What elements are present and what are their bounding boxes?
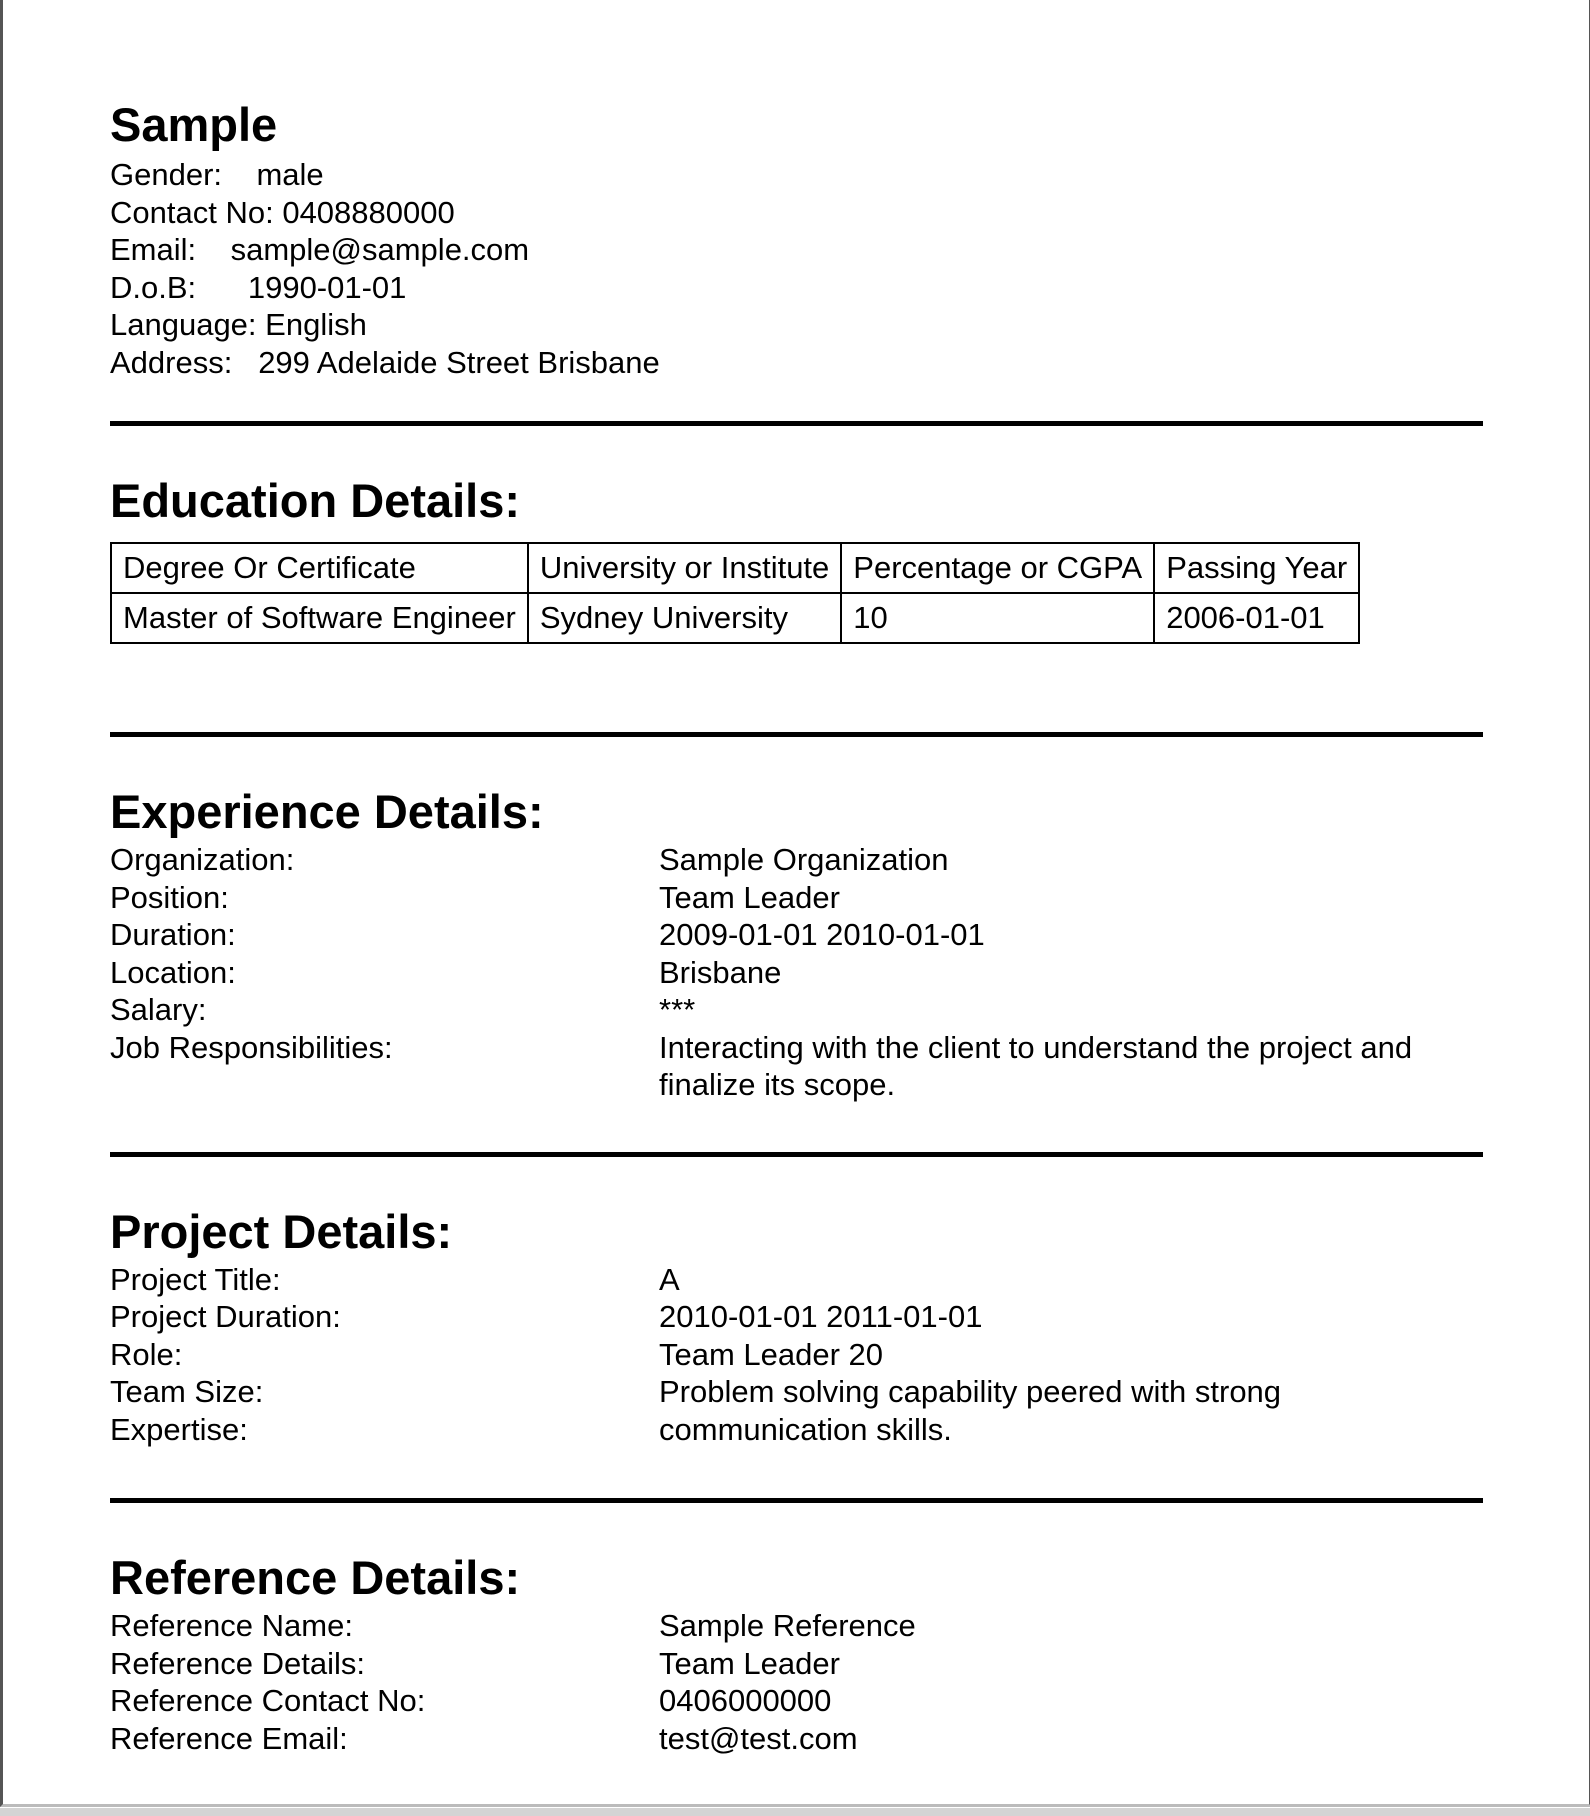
detail-label: Job Responsibilities: — [110, 1029, 393, 1065]
contact-label: Contact No: — [110, 194, 274, 230]
gender-line — [110, 156, 1490, 194]
table-cell: 10 — [841, 593, 1154, 643]
detail-value: 2010-01-01 2011-01-01 — [659, 1299, 983, 1334]
detail-label: Project Duration: — [110, 1299, 341, 1334]
section-divider — [110, 1498, 1483, 1503]
detail-label: Reference Email: — [110, 1720, 348, 1756]
candidate-name: Sample — [110, 98, 278, 151]
experience-details — [110, 841, 1490, 1104]
detail-label: Project Title: — [110, 1261, 281, 1297]
detail-value: *** — [659, 992, 696, 1027]
detail-label: Salary: — [110, 992, 207, 1027]
detail-value: Problem solving capability peered with strong communication skills. — [659, 1374, 1282, 1447]
project-title: Project Details: — [110, 1204, 453, 1258]
detail-value: Brisbane — [659, 954, 782, 990]
email-value: sample@sample.com — [230, 232, 530, 267]
project-details — [110, 1261, 1490, 1449]
detail-label: Expertise: — [110, 1411, 248, 1447]
table-header-cell: Degree Or Certificate — [111, 543, 528, 593]
detail-label: Reference Contact No: — [110, 1683, 426, 1718]
detail-value: Team Leader — [659, 879, 840, 915]
dob-label: D.o.B: — [110, 269, 197, 305]
language-label: Language: — [110, 307, 257, 342]
detail-value: test@test.com — [659, 1720, 858, 1756]
reference-details — [110, 1607, 1490, 1757]
table-header-cell: University or Institute — [528, 543, 841, 593]
detail-value: Team Leader 20 — [659, 1336, 884, 1372]
language-value: English — [265, 307, 367, 342]
gender-label: Gender: — [110, 157, 223, 192]
email-line — [110, 231, 1490, 269]
detail-value: Sample Organization — [659, 842, 949, 877]
table-header-cell: Percentage or CGPA — [841, 543, 1154, 593]
education-table — [110, 542, 1360, 644]
detail-label: Reference Name: — [110, 1608, 353, 1643]
email-label: Email: — [110, 232, 197, 267]
detail-label: Team Size: — [110, 1374, 264, 1409]
table-cell: 2006-01-01 — [1154, 593, 1359, 643]
gender-value: male — [256, 157, 324, 192]
table-header-cell: Passing Year — [1154, 543, 1359, 593]
address-value: 299 Adelaide Street Brisbane — [258, 344, 660, 380]
address-line — [110, 344, 1490, 382]
detail-value: Team Leader — [659, 1645, 840, 1681]
detail-label: Position: — [110, 879, 229, 915]
detail-label: Role: — [110, 1336, 183, 1372]
detail-label: Reference Details: — [110, 1645, 366, 1681]
detail-value: 2009-01-01 2010-01-01 — [659, 917, 985, 952]
detail-value: Interacting with the client to understand the project and finalize its scope. — [659, 1029, 1413, 1102]
detail-value: Sample Reference — [659, 1608, 916, 1643]
dob-value: 1990-01-01 — [247, 269, 407, 305]
language-line — [110, 306, 1490, 344]
reference-title: Reference Details: — [110, 1551, 521, 1604]
table-header-row — [111, 543, 1359, 593]
page-bottom-gap — [0, 1808, 1590, 1816]
detail-label: Duration: — [110, 917, 236, 952]
section-divider — [110, 1152, 1483, 1157]
table-cell: Master of Software Engineer — [111, 593, 528, 643]
table-row — [111, 593, 1359, 643]
detail-label: Organization: — [110, 842, 295, 877]
contact-line — [110, 194, 1490, 232]
detail-label: Location: — [110, 954, 236, 990]
address-label: Address: — [110, 344, 233, 380]
contact-value: 0408880000 — [282, 194, 455, 230]
detail-value: A — [659, 1261, 680, 1297]
table-cell: Sydney University — [528, 593, 841, 643]
resume-content — [110, 96, 1490, 1757]
detail-value: 0406000000 — [659, 1683, 832, 1718]
experience-title: Experience Details: — [110, 785, 544, 838]
dob-line — [110, 269, 1490, 307]
education-title: Education Details: — [110, 474, 521, 527]
section-divider — [110, 732, 1483, 737]
section-divider — [110, 421, 1483, 426]
